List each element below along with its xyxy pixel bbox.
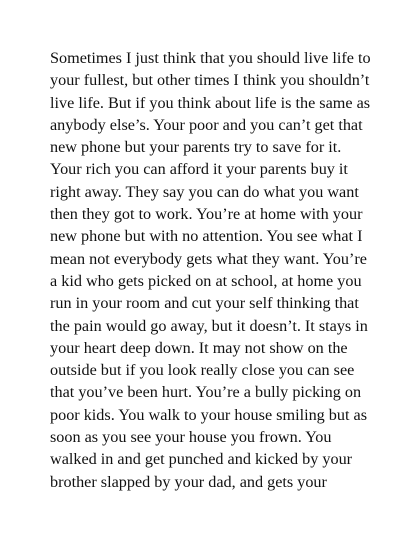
text-line: your heart deep down. It may not show on the — [50, 338, 348, 357]
text-line: Sometimes I just think that you should live life to — [50, 49, 371, 67]
text-line: soon as you see your house you frown. You — [50, 428, 332, 447]
text-line: the pain would go away, but it doesn’t. It stays in — [50, 316, 368, 335]
text-line: new phone but your parents try to save for it. — [50, 138, 342, 157]
text-line: that you’ve been hurt. You’re a bully picking on — [50, 383, 362, 402]
text-line: run in your room and cut your self thinking that — [50, 294, 359, 313]
text-line: a kid who gets picked on at school, at home you — [50, 271, 362, 290]
text-line: walked in and get punched and kicked by your — [50, 450, 353, 469]
text-line: anybody else’s. Your poor and you can’t get that — [50, 115, 363, 134]
body-text — [50, 47, 380, 493]
text-line: new phone but with no attention. You see what I — [50, 227, 363, 246]
text-line: Your rich you can afford it your parents buy it — [50, 160, 348, 179]
text-line: then they got to work. You’re at home with your — [50, 205, 363, 224]
text-line: your fullest, but other times I think you shouldn’t — [50, 71, 370, 90]
text-line: poor kids. You walk to your house smiling but as — [50, 405, 368, 424]
text-line: mean not everybody gets what they want. You’re — [50, 249, 367, 268]
text-line: live life. But if you think about life is the same as — [50, 93, 371, 112]
text-line: outside but if you look really close you can see — [50, 361, 355, 380]
text-line: brother slapped by your dad, and gets your — [50, 472, 327, 491]
text-line: right away. They say you can do what you want — [50, 182, 359, 201]
